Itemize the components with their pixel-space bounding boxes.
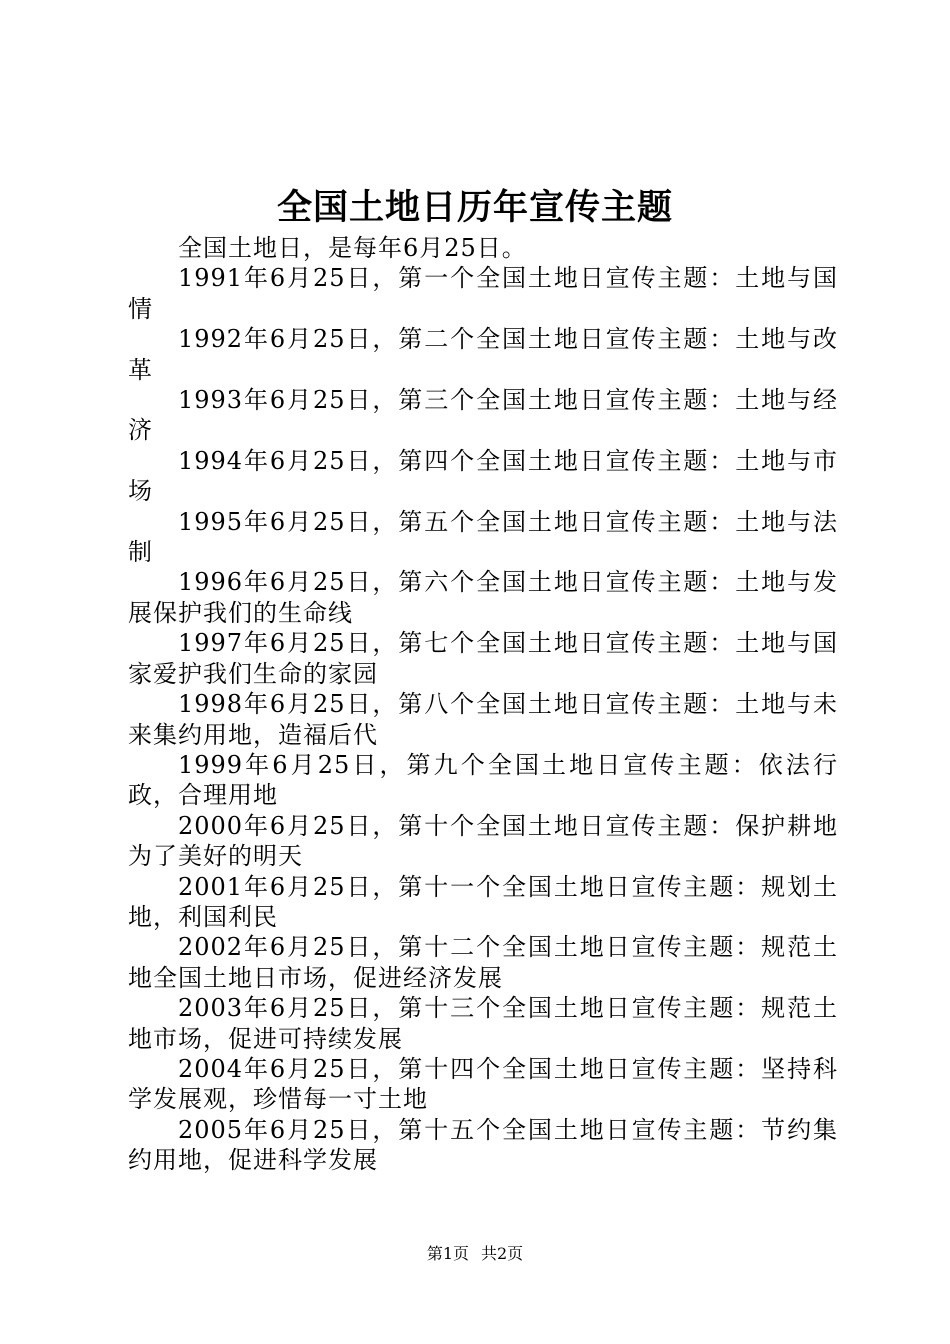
theme-paragraph-2001: 2001年6月25日，第十一个全国土地日宣传主题：规划土地，利国利民: [128, 872, 838, 931]
theme-paragraph-1992: 1992年6月25日，第二个全国土地日宣传主题：土地与改革: [128, 325, 838, 384]
theme-paragraph-2003: 2003年6月25日，第十三个全国土地日宣传主题：规范土地市场，促进可持续发展: [128, 994, 838, 1053]
page-footer: [0, 1242, 950, 1266]
theme-paragraph-1995: 1995年6月25日，第五个全国土地日宣传主题：土地与法制: [128, 507, 838, 567]
page-number: 第1页: [426, 1244, 469, 1263]
theme-paragraph-1991: 1991年6月25日，第一个全国土地日宣传主题：土地与国情: [128, 264, 838, 323]
theme-paragraph-1993: 1993年6月25日，第三个全国土地日宣传主题：土地与经济: [128, 386, 838, 445]
theme-paragraph-1994: 1994年6月25日，第四个全国土地日宣传主题：土地与市场: [128, 446, 838, 506]
page-total: 共2页: [481, 1244, 524, 1263]
theme-paragraph-1999: 1999年6月25日，第九个全国土地日宣传主题：依法行政，合理用地: [128, 750, 838, 810]
theme-paragraph-2005: 2005年6月25日，第十五个全国土地日宣传主题：节约集约用地，促进科学发展: [128, 1115, 838, 1175]
theme-paragraph-2002: 2002年6月25日，第十二个全国土地日宣传主题：规范土地全国土地日市场，促进经济发展: [128, 933, 838, 992]
theme-paragraph-2004: 2004年6月25日，第十四个全国土地日宣传主题：坚持科学发展观，珍惜每一寸土地: [128, 1054, 838, 1114]
document-body: [128, 233, 838, 1176]
theme-paragraph-1997: 1997年6月25日，第七个全国土地日宣传主题：土地与国家爱护我们生命的家园: [128, 629, 838, 688]
document-title: 全国土地日历年宣传主题: [276, 187, 673, 228]
intro-paragraph: 全国土地日，是每年6月25日。: [178, 234, 527, 262]
theme-paragraph-2000: 2000年6月25日，第十个全国土地日宣传主题：保护耕地为了美好的明天: [128, 811, 838, 871]
theme-paragraph-1996: 1996年6月25日，第六个全国土地日宣传主题：土地与发展保护我们的生命线: [128, 568, 838, 627]
theme-paragraph-1998: 1998年6月25日，第八个全国土地日宣传主题：土地与未来集约用地，造福后代: [128, 690, 838, 749]
